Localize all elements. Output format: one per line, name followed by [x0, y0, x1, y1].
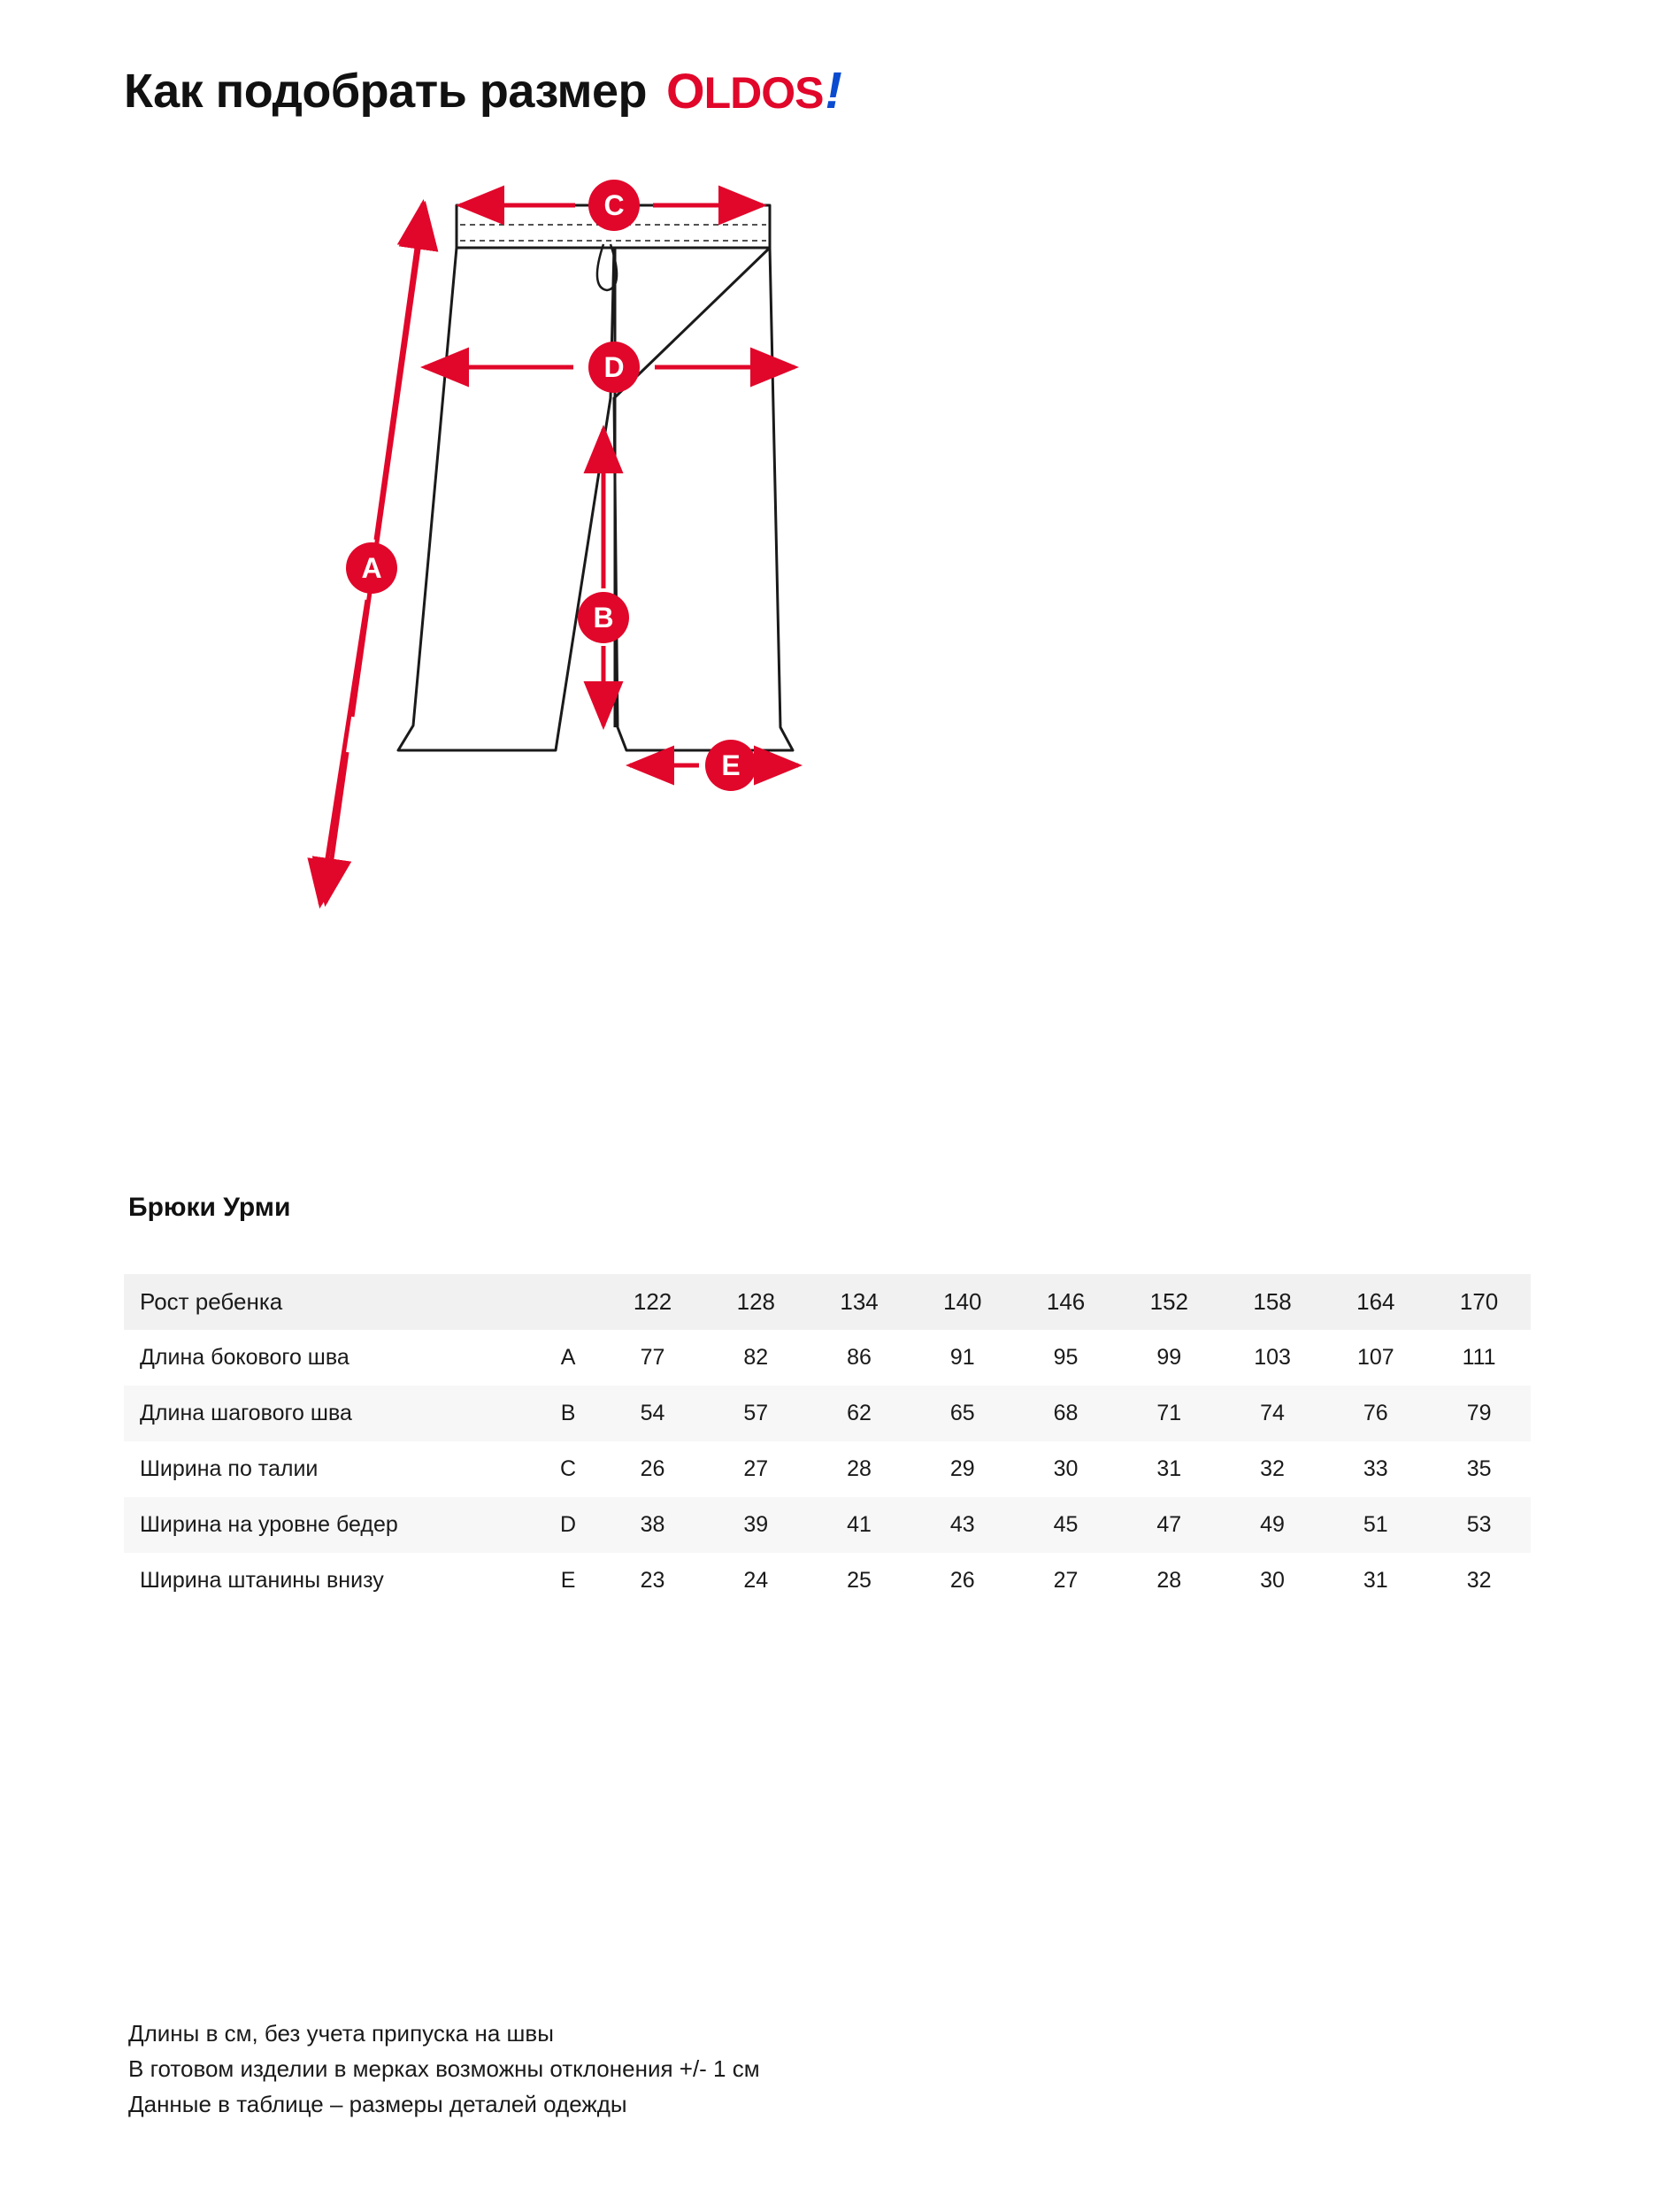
measurement-letter: C: [535, 1441, 601, 1497]
measurement-value: 82: [704, 1330, 808, 1386]
measurement-value: 35: [1427, 1441, 1531, 1497]
measurement-value: 26: [601, 1441, 704, 1497]
measurement-value: 95: [1014, 1330, 1118, 1386]
measurement-value: 65: [910, 1386, 1014, 1441]
table-row: [124, 1497, 1531, 1553]
svg-text:B: B: [593, 602, 614, 634]
measurement-value: 38: [601, 1497, 704, 1553]
measurement-value: 74: [1221, 1386, 1325, 1441]
measurement-value: 30: [1014, 1441, 1118, 1497]
marker-badge-d: [588, 342, 640, 393]
page-header: [124, 64, 841, 119]
logo-exclamation: !: [825, 62, 841, 119]
measurement-value: 68: [1014, 1386, 1118, 1441]
table-header-label: Рост ребенка: [124, 1274, 535, 1330]
measurement-label: Длина бокового шва: [124, 1330, 535, 1386]
marker-badge-b: [578, 592, 629, 643]
measurement-value: 31: [1118, 1441, 1221, 1497]
measurement-value: 41: [808, 1497, 911, 1553]
measurement-value: 91: [910, 1330, 1014, 1386]
measurement-letter: A: [535, 1330, 601, 1386]
table-header-size: 140: [910, 1274, 1014, 1330]
page-title: Как подобрать размер: [124, 65, 647, 118]
table-header-size: 152: [1118, 1274, 1221, 1330]
marker-badge-c: [588, 180, 640, 231]
measurement-value: 79: [1427, 1386, 1531, 1441]
table-row: [124, 1386, 1531, 1441]
svg-text:C: C: [603, 189, 625, 221]
marker-badge-e: [705, 740, 757, 791]
measurement-value: 111: [1427, 1330, 1531, 1386]
measurement-value: 103: [1221, 1330, 1325, 1386]
table-header-size: 122: [601, 1274, 704, 1330]
measurement-label: Ширина штанины внизу: [124, 1553, 535, 1609]
table-row: [124, 1441, 1531, 1497]
measurement-value: 29: [910, 1441, 1014, 1497]
footnote-1: Длины в см, без учета припуска на швы: [128, 2020, 554, 2047]
svg-text:D: D: [603, 351, 625, 383]
table-header-size: 164: [1324, 1274, 1427, 1330]
measurement-label: Ширина по талии: [124, 1441, 535, 1497]
measurement-letter: B: [535, 1386, 601, 1441]
footnote-3: Данные в таблице – размеры деталей одежды: [128, 2091, 627, 2117]
measurement-value: 77: [601, 1330, 704, 1386]
measurement-value: 28: [808, 1441, 911, 1497]
measurement-label: Ширина на уровне бедер: [124, 1497, 535, 1553]
measurement-value: 32: [1221, 1441, 1325, 1497]
measurement-value: 57: [704, 1386, 808, 1441]
measurement-value: 43: [910, 1497, 1014, 1553]
measurement-value: 54: [601, 1386, 704, 1441]
logo-letters-ldos: LDOS: [703, 68, 824, 118]
measurement-letter: D: [535, 1497, 601, 1553]
measurement-value: 76: [1324, 1386, 1427, 1441]
measurement-label: Длина шагового шва: [124, 1386, 535, 1441]
measurement-value: 33: [1324, 1441, 1427, 1497]
table-header-size: 170: [1427, 1274, 1531, 1330]
measurement-value: 26: [910, 1553, 1014, 1609]
table-header-row: [124, 1274, 1531, 1330]
table-header-size: 146: [1014, 1274, 1118, 1330]
marker-badge-a: [346, 542, 397, 594]
table-header-size: 158: [1221, 1274, 1325, 1330]
measurement-value: 107: [1324, 1330, 1427, 1386]
measurement-letter: E: [535, 1553, 601, 1609]
measurement-value: 62: [808, 1386, 911, 1441]
measurement-value: 39: [704, 1497, 808, 1553]
svg-text:E: E: [721, 749, 741, 781]
measurement-value: 53: [1427, 1497, 1531, 1553]
measurement-value: 49: [1221, 1497, 1325, 1553]
measurement-value: 31: [1324, 1553, 1427, 1609]
table-header-size: 128: [704, 1274, 808, 1330]
table-row: [124, 1330, 1531, 1386]
measurement-value: 25: [808, 1553, 911, 1609]
pants-illustration: [398, 205, 793, 750]
product-title: Брюки Урми: [128, 1193, 291, 1222]
oldos-logo: [666, 62, 841, 119]
svg-text:A: A: [361, 552, 382, 584]
table-row: [124, 1553, 1531, 1609]
footnotes: [128, 2016, 760, 2122]
footnote-2: В готовом изделии в мерках возможны отклонения +/- 1 см: [128, 2055, 760, 2082]
measurement-value: 23: [601, 1553, 704, 1609]
measurement-value: 99: [1118, 1330, 1221, 1386]
logo-letter-o: O: [666, 63, 704, 119]
size-table-wrapper: [124, 1274, 1531, 1609]
measurement-value: 32: [1427, 1553, 1531, 1609]
measurement-value: 86: [808, 1330, 911, 1386]
measurement-value: 51: [1324, 1497, 1427, 1553]
measurement-value: 47: [1118, 1497, 1221, 1553]
measurement-value: 27: [704, 1441, 808, 1497]
pants-measurement-diagram: [361, 186, 1283, 1177]
measurement-value: 30: [1221, 1553, 1325, 1609]
measurement-value: 27: [1014, 1553, 1118, 1609]
table-header-size: 134: [808, 1274, 911, 1330]
table-header-letter: [535, 1274, 601, 1330]
measurement-value: 28: [1118, 1553, 1221, 1609]
size-table: [124, 1274, 1531, 1609]
measurement-value: 71: [1118, 1386, 1221, 1441]
measurement-value: 24: [704, 1553, 808, 1609]
measurement-value: 45: [1014, 1497, 1118, 1553]
